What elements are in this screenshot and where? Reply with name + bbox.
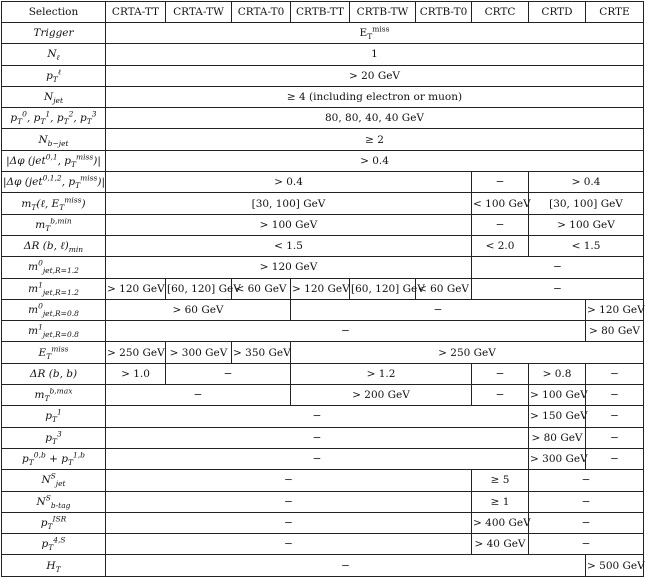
header-region-crta-tt: CRTA-TT (106, 2, 166, 23)
cut-value-cell: > 350 GeV (232, 342, 291, 363)
cut-value-cell: > 60 GeV (106, 299, 291, 320)
row-label: $H_T$ (2, 555, 106, 577)
cut-value-cell: − (106, 555, 586, 577)
header-region-crta-t0: CRTA-T0 (232, 2, 291, 23)
cut-value-cell: < 1.5 (106, 235, 472, 256)
cut-value-cell: > 1.2 (291, 363, 472, 384)
cut-value-cell: − (106, 534, 472, 555)
table-row (2, 448, 644, 469)
row-label: Trigger (2, 23, 106, 44)
cut-value-cell: 80, 80, 40, 40 GeV (106, 108, 644, 129)
cut-value-cell: − (586, 363, 644, 384)
cut-value-cell: > 80 GeV (529, 427, 586, 448)
table-row (2, 172, 644, 193)
header-region-crtc: CRTC (472, 2, 529, 23)
header-region-crtb-tw: CRTB-TW (350, 2, 416, 23)
cut-value-cell: − (106, 512, 472, 533)
cut-value-cell: < 60 GeV (232, 278, 291, 299)
cut-value-cell: > 120 GeV (106, 278, 166, 299)
cut-value-cell: − (529, 512, 644, 533)
header-region-crta-tw: CRTA-TW (166, 2, 232, 23)
table-row (2, 363, 644, 384)
cut-value-cell: > 120 GeV (586, 299, 644, 320)
table-row (2, 193, 644, 214)
row-label: $p_T^0$, $p_T^1$, $p_T^2$, $p_T^3$ (2, 108, 106, 129)
table-body (2, 23, 644, 577)
cut-value-cell: > 500 GeV (586, 555, 644, 577)
cut-value-cell: − (472, 172, 529, 193)
cut-value-cell: > 80 GeV (586, 321, 644, 342)
table-row (2, 44, 644, 65)
cut-value-cell: [60, 120] GeV (350, 278, 416, 299)
cut-value-cell: − (106, 470, 472, 491)
cut-value-cell: ≥ 5 (472, 470, 529, 491)
cut-value-cell: > 100 GeV (529, 214, 644, 235)
table-row (2, 321, 644, 342)
cut-value-cell: > 40 GeV (472, 534, 529, 555)
row-label: $N^S_{jet}$ (2, 470, 106, 491)
table-row (2, 555, 644, 577)
cut-value-cell: [60, 120] GeV (166, 278, 232, 299)
cut-value-cell: > 400 GeV (472, 512, 529, 533)
cut-value-cell: − (106, 321, 586, 342)
cut-value-cell: < 60 GeV (416, 278, 472, 299)
row-label: $m_T^{b,max}$ (2, 385, 106, 406)
row-label: $E_T^{miss}$ (2, 342, 106, 363)
cut-value-cell: − (529, 491, 644, 512)
header-region-crtb-tt: CRTB-TT (291, 2, 350, 23)
table-row (2, 470, 644, 491)
cut-value-cell: − (529, 470, 644, 491)
cut-value-cell: − (106, 406, 529, 427)
cut-value-cell: [30, 100] GeV (106, 193, 472, 214)
header-region-crtd: CRTD (529, 2, 586, 23)
cut-value-cell: > 20 GeV (106, 65, 644, 86)
row-label: |Δφ (jet$^{0,1,2}$, $p_T^{miss})|$ (2, 172, 106, 193)
cut-value-cell: − (529, 534, 644, 555)
cut-value-cell: − (106, 448, 529, 469)
cut-value-cell: ≥ 4 (including electron or muon) (106, 86, 644, 107)
row-label: |Δφ (jet$^{0,1}$, $p_T^{miss})|$ (2, 150, 106, 171)
cut-value-cell: $E_T^{miss}$ (106, 23, 644, 44)
cut-value-cell: > 300 GeV (166, 342, 232, 363)
cut-value-cell: > 120 GeV (291, 278, 350, 299)
table-row (2, 214, 644, 235)
row-label: $p_T^1$ (2, 406, 106, 427)
cut-value-cell: < 2.0 (472, 235, 529, 256)
row-label: $p_T^\ell$ (2, 65, 106, 86)
cut-value-cell: [30, 100] GeV (529, 193, 644, 214)
cut-value-cell: > 120 GeV (106, 257, 472, 278)
row-label: $p_T^{4,S}$ (2, 534, 106, 555)
cut-value-cell: − (106, 491, 472, 512)
row-label: $N_{jet}$ (2, 86, 106, 107)
row-label: $N^S_{b-tag}$ (2, 491, 106, 512)
row-label: $m_T^{b,min}$ (2, 214, 106, 235)
cut-value-cell: > 200 GeV (291, 385, 472, 406)
table-row (2, 150, 644, 171)
table-row (2, 129, 644, 150)
table-row (2, 257, 644, 278)
cut-value-cell: > 1.0 (106, 363, 166, 384)
row-label: ΔR (b, b) (2, 363, 106, 384)
cut-value-cell: > 250 GeV (106, 342, 166, 363)
cut-value-cell: 1 (106, 44, 644, 65)
header-row (2, 2, 644, 23)
header-region-crte: CRTE (586, 2, 644, 23)
row-label: $p_T^{0,b} + p_T^{1,b}$ (2, 448, 106, 469)
table-row (2, 86, 644, 107)
cut-value-cell: − (291, 299, 586, 320)
table-row (2, 385, 644, 406)
cut-value-cell: − (472, 257, 644, 278)
cut-value-cell: − (586, 427, 644, 448)
table-row (2, 491, 644, 512)
row-label: $p_T^3$ (2, 427, 106, 448)
cut-value-cell: − (106, 427, 529, 448)
cut-value-cell: − (586, 448, 644, 469)
table-row (2, 406, 644, 427)
cut-value-cell: > 100 GeV (106, 214, 472, 235)
table-row (2, 512, 644, 533)
header-region-crtb-t0: CRTB-T0 (416, 2, 472, 23)
row-label: $N_\ell$ (2, 44, 106, 65)
row-label: $N_{b-jet}$ (2, 129, 106, 150)
table-row (2, 23, 644, 44)
cut-value-cell: > 300 GeV (529, 448, 586, 469)
cut-value-cell: < 1.5 (529, 235, 644, 256)
cut-value-cell: − (472, 363, 529, 384)
row-label: $m^0_{jet,R=1.2}$ (2, 257, 106, 278)
table-row (2, 299, 644, 320)
table-row (2, 427, 644, 448)
row-label: $m^1_{jet,R=0.8}$ (2, 321, 106, 342)
cut-value-cell: > 150 GeV (529, 406, 586, 427)
cut-value-cell: − (166, 363, 291, 384)
cut-value-cell: > 100 GeV (529, 385, 586, 406)
cut-value-cell: > 0.8 (529, 363, 586, 384)
cut-value-cell: − (586, 385, 644, 406)
row-label: ΔR (b, $\ell)_{min}$ (2, 235, 106, 256)
cut-value-cell: ≥ 2 (106, 129, 644, 150)
cut-value-cell: − (472, 214, 529, 235)
table-row (2, 278, 644, 299)
table-row (2, 342, 644, 363)
cut-value-cell: − (472, 385, 529, 406)
table-row (2, 235, 644, 256)
table-row (2, 534, 644, 555)
cut-value-cell: − (106, 385, 291, 406)
table-row (2, 108, 644, 129)
row-label: $p_T^{ISR}$ (2, 512, 106, 533)
cut-value-cell: > 250 GeV (291, 342, 644, 363)
cut-value-cell: > 0.4 (106, 150, 644, 171)
row-label: $m^0_{jet,R=0.8}$ (2, 299, 106, 320)
cut-value-cell: < 100 GeV (472, 193, 529, 214)
selection-table (1, 1, 644, 577)
row-label: $m_T(\ell$, $E_T^{miss}$) (2, 193, 106, 214)
table-row (2, 65, 644, 86)
cut-value-cell: − (586, 406, 644, 427)
cut-value-cell: > 0.4 (529, 172, 644, 193)
cut-value-cell: > 0.4 (106, 172, 472, 193)
cut-value-cell: ≥ 1 (472, 491, 529, 512)
header-selection: Selection (2, 2, 106, 23)
cut-value-cell: − (472, 278, 644, 299)
row-label: $m^1_{jet,R=1.2}$ (2, 278, 106, 299)
